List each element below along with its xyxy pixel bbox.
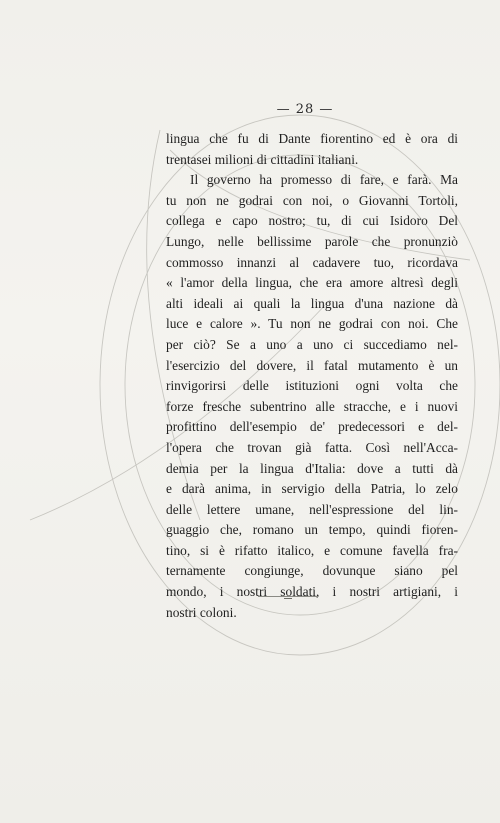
text-line: l'esercizio del dovere, il fatal mutamento è un [166,357,458,373]
end-ornament [258,596,318,599]
body-text [166,129,458,623]
text-line: demia per la lingua d'Italia: dove a tutti dà [166,460,458,476]
text-line: forze fresche subentrino alle stracche, e i nuovi [166,398,458,414]
text-line: trentasei milioni di cittadini italiani. [166,151,359,167]
text-line: guaggio che, romano un tempo, quindi fioren- [166,522,458,538]
text-line: mondo, i nostri soldati, i nostri artigiani, i [166,584,458,600]
text-line: luce e calore ». Tu non ne godrai con noi. Che [166,316,458,332]
text-line: rinvigorirsi delle istituzioni ogni volta che [166,378,458,394]
text-line: collega e capo nostro; tu, di cui Isidoro Del [166,213,458,229]
text-line: per ciò? Se a uno a uno ci succediamo nel- [166,336,458,352]
text-line: nostri coloni. [166,604,237,620]
text-line: ternamente congiunge, dovunque siano pel [166,563,458,579]
text-line: delle lettere umane, nell'espressione del lin- [166,501,458,517]
text-line: l'opera che trovan già fatta. Così nell'Acca- [166,439,458,455]
text-line: profittino dell'esempio de' predecessori e del- [166,419,458,435]
text-line: tu non ne godrai con noi, o Giovanni Tortoli, [166,192,458,208]
text-line: Il governo ha promesso di fare, e farà. Ma [190,172,458,188]
page-number: — 28 — [276,102,334,117]
text-line: lingua che fu di Dante fiorentino ed è ora di [166,131,458,146]
text-line: Lungo, nelle bellissime parole che pronunziò [166,233,458,249]
text-line: tino, si è rifatto italico, e comune favella fra- [166,542,458,558]
text-line: e darà anima, in servigio della Patria, lo zelo [166,481,458,497]
text-line: « l'amor della lingua, che era amore altresì degli [166,275,458,291]
text-line: alti ideali ai quali la lingua d'una nazione dà [166,295,458,311]
text-line: commosso innanzi al cadavere tuo, ricordava [166,254,458,270]
